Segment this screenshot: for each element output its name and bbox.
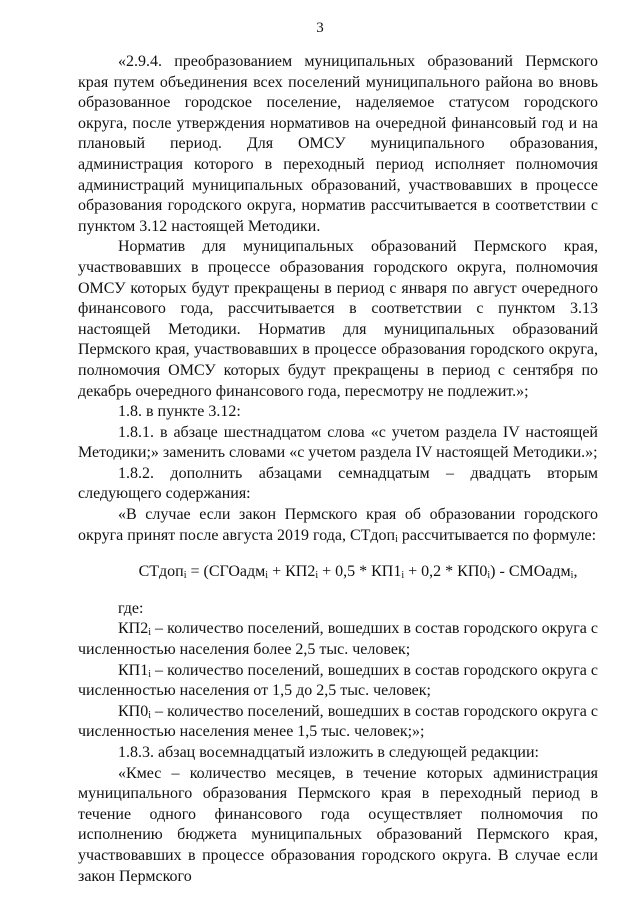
kp2-sub: i (148, 627, 152, 639)
paragraph-norm: Норматив для муниципальных образований Пермского края, участвовавших в процессе образования городского округа, полномочия ОМСУ которых будут прекращены в период с января по август очередного финансового года, рассчитывается в соответствии с пунктом 3.13 настоящей Методики. Норматив для муниципальных образований Пермского края, участвовавших в процессе образования городского округа, полномочия ОМСУ которых будут прекращены в период с сентября по декабрь очередного финансового года, пересмотру не подлежит.»; (78, 238, 598, 400)
paragraph-kmes: «Кмес – количество месяцев, в течение которых администрация муниципального образования Пермского края в переходный период в течение одного финансового года осуществляет полномочия по исполнению бюджета муниципальных образований Пермского края, участвовавших в процессе образования городского округа. В случае если закон Пермского (78, 764, 598, 885)
formula-sub: i (265, 570, 269, 582)
kp1-sub: i (148, 668, 152, 680)
paragraph-kp1 (78, 661, 598, 702)
formula-sgo: = (СГОадм (186, 563, 266, 581)
paragraph-where: где: (118, 599, 144, 617)
paragraph-formula-intro (78, 505, 598, 546)
page-number: 3 (316, 20, 324, 36)
kp1-text: – количество поселений, вошедших в состав городского округа с численностью населения от 1,5 до 2,5 тыс. человек; (78, 661, 598, 700)
formula-sub: i (315, 570, 319, 582)
kp0-label: КП0 (118, 702, 149, 720)
paragraph-1-8-2: 1.8.2. дополнить абзацами семнадцатым – двадцать вторым следующего содержания: (78, 464, 598, 503)
formula-intro-text: «В случае если закон Пермского края об образовании городского округа принят после августа 2019 года, СТдоп (78, 506, 598, 544)
formula-intro-tail: рассчитывается по формуле: (397, 526, 597, 544)
kp0-text: – количество поселений, вошедших в состав городского округа с численностью населения менее 1,5 тыс. человек;»; (78, 702, 598, 741)
formula-lhs: СТдоп (138, 563, 184, 581)
kp2-text: – количество поселений, вошедших в состав городского округа с численностью населения более 2,5 тыс. человек; (78, 620, 598, 659)
formula-kp1: + 0,5 * КП1 (318, 563, 402, 581)
paragraph-1-8-3: 1.8.3. абзац восемнадцатый изложить в следующей редакции: (118, 744, 539, 761)
paragraph-1-8: 1.8. в пункте 3.12: (118, 403, 241, 421)
document-body (78, 52, 598, 887)
formula-kp0: + 0,2 * КП0 (404, 563, 488, 581)
paragraph-2-9-4: «2.9.4. преобразованием муниципальных образований Пермского края путем объединения всех поселений муниципального района во вновь образованное городское поселение, наделяемое статусом городского округа, после утверждения нормативов на очередной финансовый год и на плановый период. Для ОМСУ муниципального образования, администрация которого в переходный период исполняет полномочия администраций муниципальных образований, участвовавших в процессе образования городского округа, норматив рассчитывается в соответствии с пунктом 3.12 настоящей Методики. (78, 53, 598, 235)
formula-kp2: + КП2 (268, 563, 316, 581)
kp1-label: КП1 (118, 661, 149, 679)
formula-sub: i (183, 570, 187, 582)
kp2-label: КП2 (118, 620, 149, 638)
formula-sub: i (487, 570, 491, 582)
subscript-i: i (395, 533, 398, 545)
paragraph-1-8-1: 1.8.1. в абзаце шестнадцатом слова «с учетом раздела IV настоящей Методики;» заменить словами «с учетом раздела IV настоящей Методики.»; (78, 423, 598, 462)
paragraph-kp2 (78, 619, 598, 660)
kp0-sub: i (148, 709, 152, 721)
formula-end: , (573, 563, 578, 581)
formula (78, 562, 598, 583)
paragraph-kp0 (78, 702, 598, 743)
formula-sub: i (570, 570, 574, 582)
formula-smo: ) - СМОадм (490, 563, 571, 581)
formula-sub: i (401, 570, 405, 582)
